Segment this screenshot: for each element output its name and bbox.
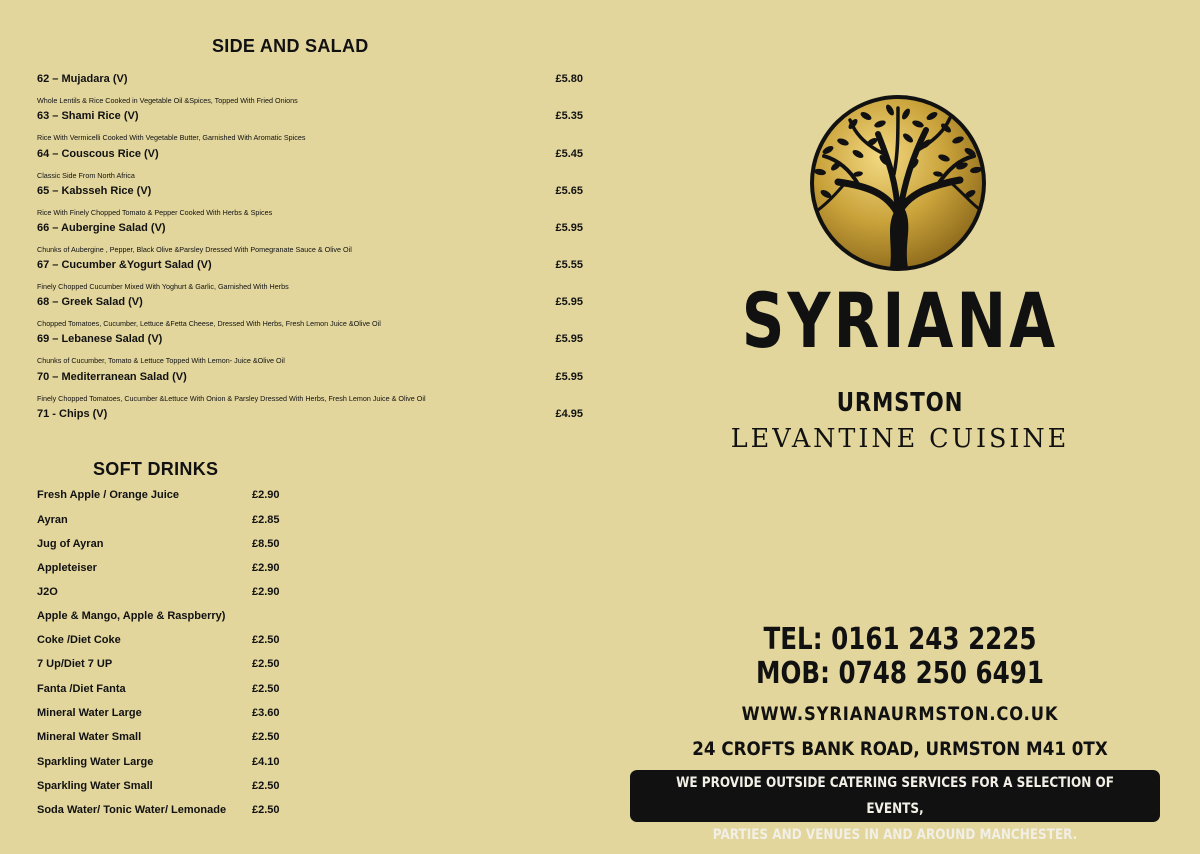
brand-tagline: LEVANTINE CUISINE [730,424,1070,454]
menu-item [37,371,587,405]
menu-item [37,408,587,442]
menu-item-name: 64 – Couscous Rice (V) [37,148,159,160]
catering-line-2: PARTIES AND VENUES IN AND AROUND MANCHESTER. [712,827,1078,843]
menu-item-name: 68 – Greek Salad (V) [37,296,143,308]
menu-item-description: Rice With Finely Chopped Tomato & Pepper Cooked With Herbs & Spices [37,208,273,217]
menu-item-name: 62 – Mujadara (V) [37,73,128,85]
brand-location: URMSTON [836,388,964,418]
drink-price: £4.10 [252,756,280,768]
menu-item [37,185,587,219]
drink-item [37,514,297,532]
drink-item [37,562,297,580]
drink-price: £2.90 [252,562,280,574]
menu-item-price: £5.95 [555,222,583,234]
drink-item [37,586,297,604]
drink-price: £2.50 [252,731,280,743]
menu-item-price: £5.80 [555,73,583,85]
menu-item-description: Whole Lentils & Rice Cooked in Vegetable Oil &Spices, Topped With Fried Onions [37,96,298,105]
brand-panel [600,0,1200,854]
address: 24 CROFTS BANK ROAD, URMSTON M41 0TX [692,738,1108,760]
drink-name: Fresh Apple / Orange Juice [37,489,180,501]
drink-name: Sparkling Water Small [37,780,153,792]
menu-item-price: £5.95 [555,333,583,345]
menu-item-name: 71 - Chips (V) [37,408,108,420]
menu-item-description: Chopped Tomatoes, Cucumber, Lettuce &Fetta Cheese, Dressed With Herbs, Fresh Lemon Juice &Olive Oil [37,319,381,328]
menu-item-price: £4.95 [555,408,583,420]
drink-item [37,634,297,652]
drink-item [37,731,297,749]
drink-name: J2O [37,586,58,598]
telephone-number: TEL: 0161 243 2225 [763,622,1037,657]
menu-item-description: Finely Chopped Tomatoes, Cucumber &Lettuce With Onion & Parsley Dressed With Herbs, Fresh Lemon Juice & Olive Oil [37,394,426,403]
tree-logo-icon [798,94,998,272]
drink-name: Jug of Ayran [37,538,104,550]
menu-item [37,296,587,330]
menu-item-price: £5.55 [555,259,583,271]
drink-item [37,707,297,725]
menu-item-description: Chunks of Cucumber, Tomato & Lettuce Topped With Lemon- Juice &Olive Oil [37,356,285,365]
mobile-number: MOB: 0748 250 6491 [756,656,1044,691]
drink-price: £2.50 [252,658,280,670]
menu-item-name: 69 – Lebanese Salad (V) [37,333,163,345]
website-link[interactable]: WWW.SYRIANAURMSTON.CO.UK [741,703,1059,725]
drink-name: Sparkling Water Large [37,756,154,768]
menu-item-price: £5.65 [555,185,583,197]
menu-item-price: £5.95 [555,296,583,308]
drink-price: £8.50 [252,538,280,550]
drink-item [37,756,297,774]
catering-line-1: WE PROVIDE OUTSIDE CATERING SERVICES FOR A SELECTION OF EVENTS, [676,775,1114,817]
drink-item [37,538,297,556]
menu-item [37,259,587,293]
drink-name: Ayran [37,514,68,526]
menu-item-price: £5.95 [555,371,583,383]
drink-price: £2.50 [252,683,280,695]
drink-price: £2.50 [252,804,280,816]
drink-price: £2.50 [252,780,280,792]
drink-item [37,780,297,798]
drink-item [37,683,297,701]
drink-item [37,804,297,822]
drink-name: Appleteiser [37,562,97,574]
drink-price: £3.60 [252,707,280,719]
drink-item [37,610,297,628]
menu-item-price: £5.45 [555,148,583,160]
drink-price: £2.50 [252,634,280,646]
drink-name: Apple & Mango, Apple & Raspberry) [37,610,226,622]
side-salad-heading: SIDE AND SALAD [212,36,369,56]
menu-item-name: 67 – Cucumber &Yogurt Salad (V) [37,259,212,271]
drink-name: Mineral Water Small [37,731,142,743]
drink-name: 7 Up/Diet 7 UP [37,658,113,670]
menu-item [37,222,587,256]
menu-item-name: 65 – Kabsseh Rice (V) [37,185,152,197]
menu-item-description: Chunks of Aubergine , Pepper, Black Olive &Parsley Dressed With Pomegranate Sauce & Olive Oil [37,245,352,254]
drink-name: Fanta /Diet Fanta [37,683,126,695]
drink-price: £2.90 [252,586,280,598]
menu-item [37,110,587,144]
drink-name: Coke /Diet Coke [37,634,121,646]
drink-item [37,658,297,676]
menu-item-description: Finely Chopped Cucumber Mixed With Yoghurt & Garlic, Garnished With Herbs [37,282,289,291]
menu-item [37,73,587,107]
menu-item [37,333,587,367]
menu-item-name: 66 – Aubergine Salad (V) [37,222,166,234]
soft-drinks-heading: SOFT DRINKS [93,459,219,479]
brand-name: SYRIANA [741,276,1059,365]
drink-name: Soda Water/ Tonic Water/ Lemonade [37,804,227,816]
menu-item-description: Rice With Vermicelli Cooked With Vegetable Butter, Garnished With Aromatic Spices [37,133,306,142]
menu-item-description: Classic Side From North Africa [37,171,135,180]
menu-item-name: 70 – Mediterranean Salad (V) [37,371,187,383]
catering-banner [630,770,1160,843]
menu-item-name: 63 – Shami Rice (V) [37,110,139,122]
drink-price: £2.85 [252,514,280,526]
menu-item-price: £5.35 [555,110,583,122]
drink-name: Mineral Water Large [37,707,142,719]
drink-price: £2.90 [252,489,280,501]
drink-item [37,489,297,507]
menu-item [37,148,587,182]
